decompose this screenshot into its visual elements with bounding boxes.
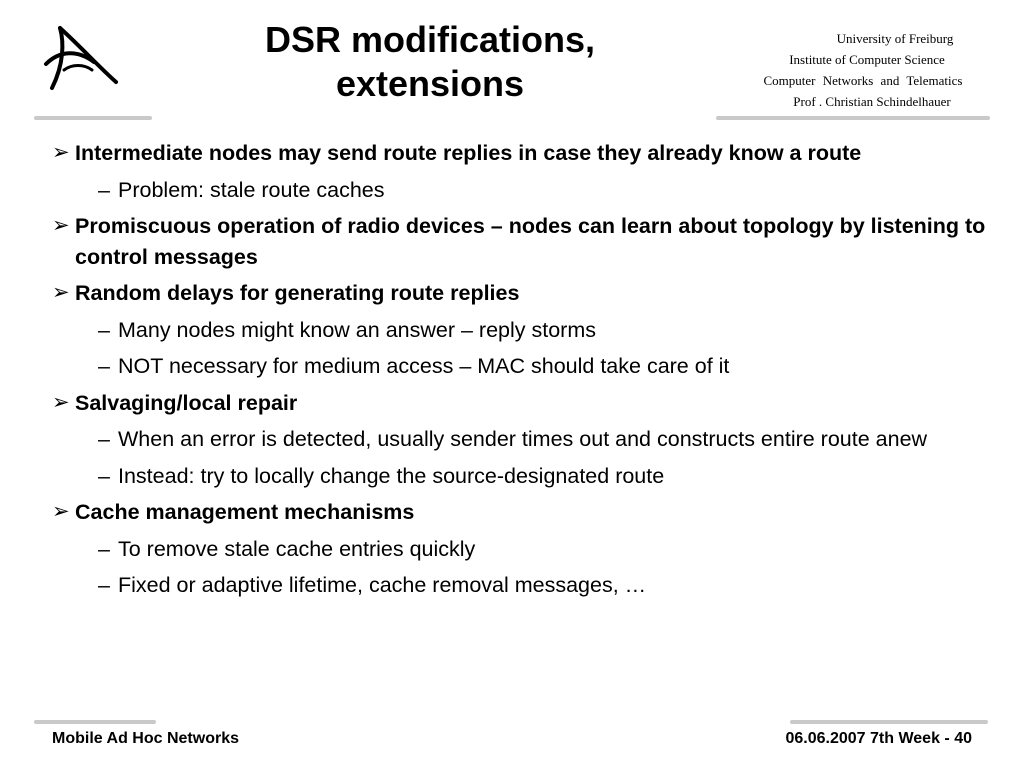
dash-bullet-icon: – (98, 463, 110, 488)
bullet-item (52, 278, 992, 309)
dash-bullet-icon: – (98, 427, 110, 451)
slide-title-line: extensions (335, 63, 525, 104)
sub-bullet-item (52, 315, 992, 346)
dash-bullet-icon: – (98, 536, 110, 561)
sub-bullet-text: Fixed or adaptive lifetime, cache removal messages, … (118, 573, 647, 597)
bullet-text: Cache management mechanisms (75, 500, 415, 524)
dash-bullet-icon: – (98, 354, 110, 378)
arrow-bullet-icon: ➢ (52, 390, 70, 414)
arrow-bullet-icon: ➢ (52, 281, 70, 304)
sub-bullet-text: Instead: try to locally change the source-designated route (118, 463, 665, 488)
bullet-item (52, 388, 992, 419)
bullet-text: Salvaging/local repair (75, 390, 298, 415)
institution-line: Computer Networks and Telematics (763, 73, 963, 88)
bullet-item (52, 497, 992, 528)
sub-bullet-text: Many nodes might know an answer – reply storms (118, 317, 596, 342)
sub-bullet-text: NOT necessary for medium access – MAC should take care of it (118, 354, 730, 378)
sub-bullet-item (52, 534, 992, 565)
university-logo-icon (40, 12, 122, 94)
header-rule-left (34, 116, 152, 120)
sub-bullet-item (52, 351, 992, 382)
institution-block (718, 28, 1008, 112)
bullet-text: Intermediate nodes may send route replies in case they already know a route (75, 141, 862, 165)
footer-rule-left (34, 720, 156, 724)
slide-content (52, 138, 992, 607)
arrow-bullet-icon: ➢ (52, 141, 70, 164)
arrow-bullet-icon: ➢ (52, 214, 70, 237)
sub-bullet-item (52, 570, 992, 601)
sub-bullet-text: To remove stale cache entries quickly (118, 536, 476, 561)
arrow-bullet-icon: ➢ (52, 500, 70, 523)
dash-bullet-icon: – (98, 177, 110, 202)
footer-course-title: Mobile Ad Hoc Networks (52, 730, 239, 747)
bullet-item (52, 138, 992, 169)
slide-title (160, 18, 700, 106)
sub-bullet-text: When an error is detected, usually sender times out and constructs entire route anew (118, 427, 928, 451)
footer-date-page: 06.06.2007 7th Week - 40 (785, 730, 972, 747)
sub-bullet-item (52, 461, 992, 492)
sub-bullet-text: Problem: stale route caches (118, 177, 385, 202)
bullet-text: Random delays for generating route replies (75, 281, 520, 305)
dash-bullet-icon: – (98, 573, 110, 597)
sub-bullet-item (52, 175, 992, 206)
dash-bullet-icon: – (98, 317, 110, 342)
institution-line: University of Freiburg (836, 31, 954, 46)
footer-rule-right (790, 720, 988, 724)
bullet-item (52, 211, 992, 272)
slide-title-line: DSR modifications, (264, 19, 596, 60)
institution-line: Institute of Computer Science (789, 52, 945, 67)
sub-bullet-item (52, 424, 992, 455)
institution-line: Prof . Christian Schindelhauer (793, 94, 951, 109)
bullet-text: Promiscuous operation of radio devices – nodes can learn about topology by listening to control messages (75, 214, 986, 269)
header-rule-right (716, 116, 990, 120)
